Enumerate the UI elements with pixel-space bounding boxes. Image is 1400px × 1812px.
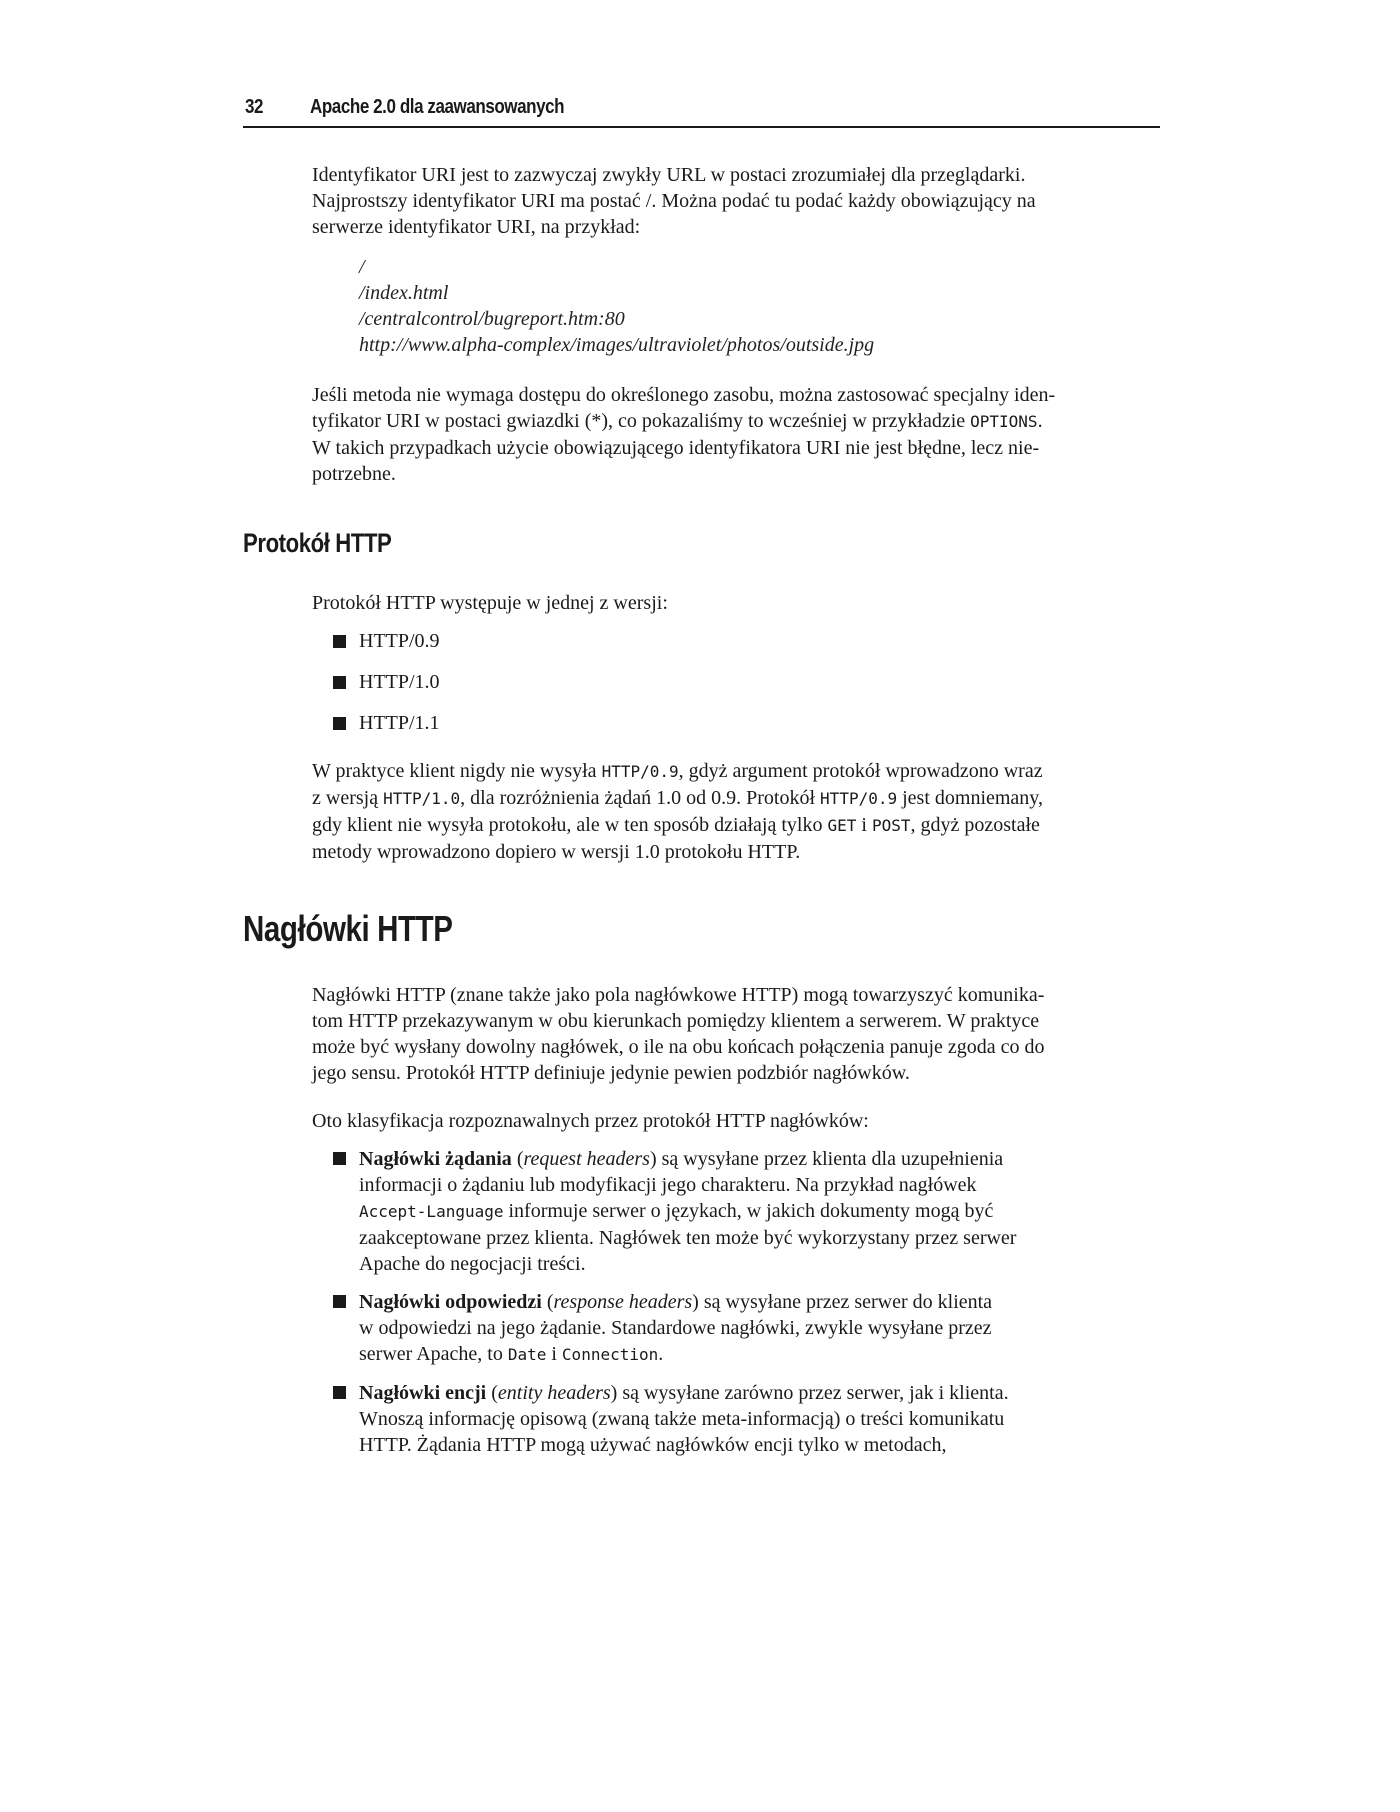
text-span: jest domniemany, [897,787,1044,809]
code-options: OPTIONS [970,412,1038,431]
section-heading-protocol: Protokół HTTP [243,528,392,558]
section-heading-headers: Nagłówki HTTP [243,908,453,949]
text-line [312,812,1158,839]
text-span: ) [692,1291,699,1313]
version-list [333,628,440,751]
list-item [333,669,440,710]
text-span: są wysyłane przez serwer do klienta [698,1291,993,1313]
text-line [312,785,1158,812]
text-span: , gdyż argument protokół wprowadzono wraz [678,760,1043,782]
text-line: Wnoszą informację opisową (zwaną także meta-informacją) o treści komunikatu [359,1408,1005,1430]
text-line: W takich przypadkach użycie obowiązującego identyfikatora URI nie jest błędne, lecz nie- [312,437,1040,459]
text-line: Identyfikator URI jest to zazwyczaj zwykły URL w postaci zrozumiałej dla przeglądarki. [312,164,1026,186]
square-bullet-icon [333,635,346,648]
version-label: HTTP/0.9 [359,630,440,652]
text-line: tom HTTP przekazywanym w obu kierunkach pomiędzy klientem a serwerem. W praktyce [312,1010,1040,1032]
term-english: request headers [523,1148,650,1170]
page-header [243,94,1160,128]
text-line: Oto klasyfikacja rozpoznawalnych przez protokół HTTP nagłówków: [312,1110,869,1132]
intro-paragraph-1 [312,162,1158,240]
text-line: Jeśli metoda nie wymaga dostępu do określonego zasobu, można zastosować specjalny iden- [312,384,1056,406]
protocol-paragraph [312,758,1158,865]
list-item [333,1289,1153,1368]
text-span: . [658,1343,664,1365]
text-span: są wysyłane przez klienta dla uzupełnienia [656,1148,1004,1170]
headers-paragraph-2 [312,1108,1158,1134]
text-span: serwer Apache, to [359,1343,508,1365]
text-line: metody wprowadzono dopiero w wersji 1.0 protokołu HTTP. [312,841,801,863]
square-bullet-icon [333,1386,346,1399]
text-span: ( [486,1382,498,1404]
text-line: Protokół HTTP występuje w jednej z wersji: [312,592,668,614]
text-span: z wersją [312,787,384,809]
code-http09: HTTP/0.9 [820,789,898,808]
list-item [333,628,440,669]
square-bullet-icon [333,1295,346,1308]
text-span: i [856,814,872,836]
text-line: w odpowiedzi na jego żądanie. Standardowe nagłówki, zwykle wysyłane przez [359,1317,992,1339]
text-span: tyfikator URI w postaci gwiazdki (*), co pokazaliśmy to wcześniej w przykładzie [312,410,971,432]
text-line [312,408,1158,435]
intro-paragraph-2 [312,382,1158,487]
square-bullet-icon [333,676,346,689]
list-item [333,1146,1153,1277]
version-label: HTTP/1.1 [359,712,440,734]
uri-example: /index.html [359,282,449,304]
text-line: Najprostszy identyfikator URI ma postać /. Można podać tu podać każdy obowiązujący na [312,190,1036,212]
term-english: response headers [553,1291,693,1313]
text-line: zaakceptowane przez klienta. Nagłówek ten może być wykorzystany przez serwer [359,1227,1017,1249]
text-span: ( [511,1148,524,1170]
headers-paragraph-1 [312,982,1158,1086]
list-item [333,710,440,751]
text-line: jego sensu. Protokół HTTP definiuje jedynie pewien podzbiór nagłówków. [312,1062,910,1084]
text-line: Nagłówki HTTP (znane także jako pola nagłówkowe HTTP) mogą towarzyszyć komunika- [312,984,1045,1006]
text-span: , gdyż pozostałe [910,814,1040,836]
text-span: . [1037,410,1043,432]
header-types-list [333,1146,1153,1470]
term: Nagłówki encji [359,1382,487,1404]
book-title: Apache 2.0 dla zaawansowanych [310,96,565,118]
text-line: potrzebne. [312,463,396,485]
term-english: entity headers [497,1382,611,1404]
text-line: serwerze identyfikator URI, na przykład: [312,216,641,238]
code-accept-language: Accept-Language [359,1202,504,1221]
text-span: ) [610,1382,618,1404]
text-line [312,758,1158,785]
text-line: może być wysłany dowolny nagłówek, o ile na obu końcach połączenia panuje zgoda co do [312,1036,1045,1058]
square-bullet-icon [333,717,346,730]
term: Nagłówki żądania [359,1148,512,1170]
page-number: 32 [245,96,264,118]
version-label: HTTP/1.0 [359,671,440,693]
list-item [333,1380,1153,1458]
text-line: Apache do negocjacji treści. [359,1253,586,1275]
text-line [359,1146,1153,1172]
text-line [359,1380,1153,1406]
text-line: HTTP. Żądania HTTP mogą używać nagłówków encji tylko w metodach, [359,1434,947,1456]
code-http10: HTTP/1.0 [383,789,461,808]
code-post: POST [871,816,911,835]
text-span: informuje serwer o językach, w jakich dokumenty mogą być [503,1200,994,1222]
text-line [359,1341,1153,1368]
text-span: W praktyce klient nigdy nie wysyła [312,760,602,782]
text-span: są wysyłane zarówno przez serwer, jak i klienta. [617,1382,1009,1404]
code-http09: HTTP/0.9 [601,762,679,781]
text-line [359,1198,1153,1225]
uri-example: /centralcontrol/bugreport.htm:80 [359,308,625,330]
term: Nagłówki odpowiedzi [359,1291,542,1313]
text-span: i [546,1343,562,1365]
text-span: ( [541,1291,554,1313]
uri-example: / [359,256,365,278]
code-get: GET [827,816,857,835]
protocol-intro [312,590,1158,616]
text-line [359,1289,1153,1315]
uri-example-list [359,254,874,358]
text-span: gdy klient nie wysyła protokołu, ale w ten sposób działają tylko [312,814,828,836]
text-line: informacji o żądaniu lub modyfikacji jego charakteru. Na przykład nagłówek [359,1174,977,1196]
code-date: Date [507,1345,547,1364]
code-connection: Connection [561,1345,659,1364]
square-bullet-icon [333,1152,346,1165]
text-span: , dla rozróżnienia żądań 1.0 od 0.9. Protokół [460,787,821,809]
text-span: ) [649,1148,657,1170]
uri-example: http://www.alpha-complex/images/ultraviolet/photos/outside.jpg [359,334,875,356]
